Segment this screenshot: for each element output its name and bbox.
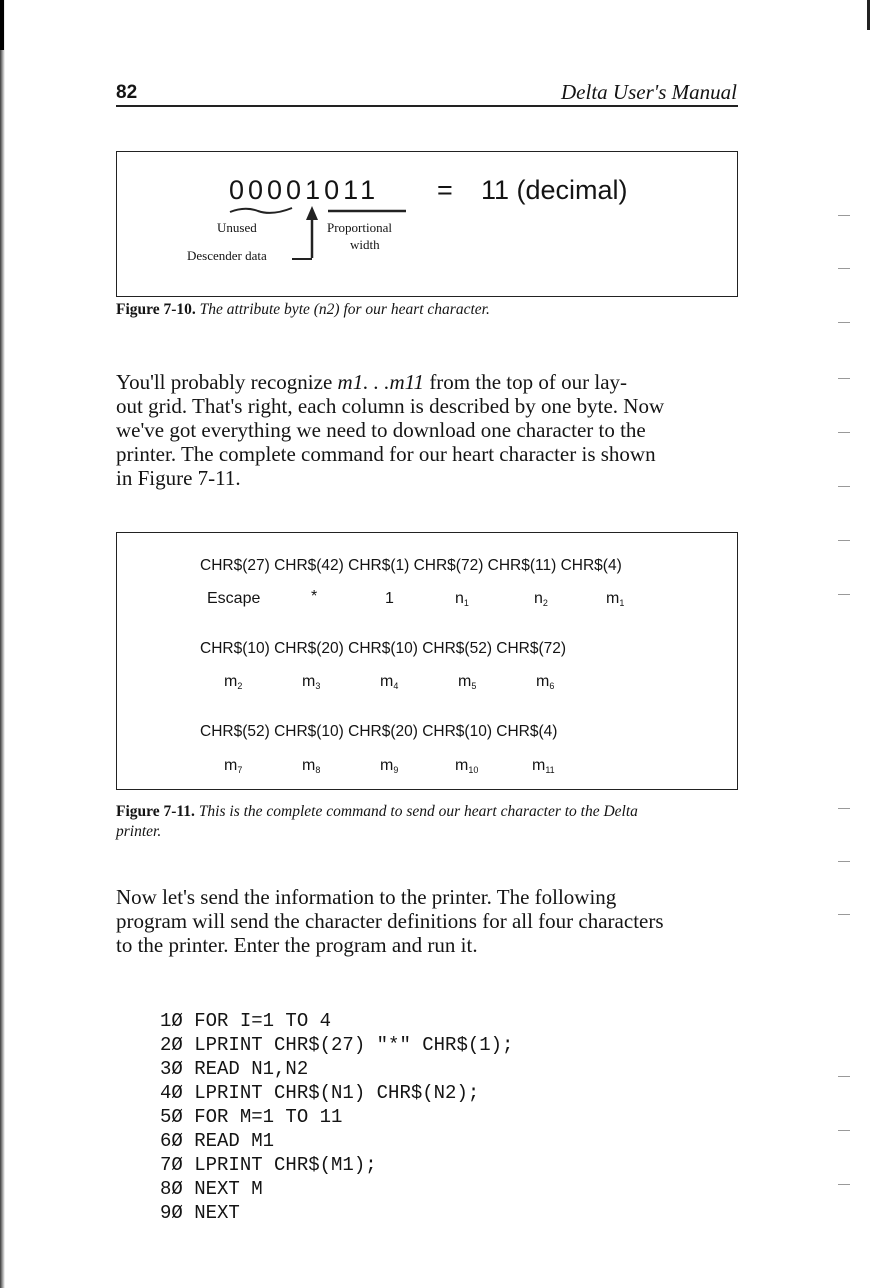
code-line: 7Ø LPRINT CHR$(M1); [160,1154,377,1176]
margin-tick [838,594,850,595]
equals-sign: = [437,175,453,205]
page-number: 82 [116,82,138,103]
byte-label [380,757,398,775]
margin-tick [838,540,850,541]
label-subscript: 1 [619,598,625,608]
margin-tick [838,378,850,379]
para-line: out grid. That's right, each column is described by one byte. Now [116,394,665,418]
label-text: m [302,757,316,774]
byte-label [385,590,394,608]
label-text: m [380,757,394,774]
margin-tick [838,486,850,487]
byte-label [311,588,317,606]
byte-label [224,757,242,775]
margin-tick [838,1184,850,1185]
command-row-1: CHR$(27) CHR$(42) CHR$(1) CHR$(72) CHR$(11) CHR$(4) [200,557,622,574]
para-line: we've got everything we need to download one character to the [116,418,646,442]
para-line [116,370,738,394]
byte-label [380,673,398,691]
byte-label [455,757,478,775]
margin-tick [838,322,850,323]
unused-bits-brace [230,208,292,213]
bit-string: 00001011 [229,175,380,205]
margin-tick [838,1130,850,1131]
byte-label [302,673,320,691]
label-subscript: 7 [237,765,243,775]
byte-label [536,673,554,691]
figure-7-11-caption [116,802,746,842]
label-text: Escape [207,590,261,607]
label-subscript: 5 [471,681,477,691]
caption-label: Figure 7-11. [116,803,195,820]
margin-tick [838,914,850,915]
byte-label [224,673,242,691]
label-subscript: 1 [463,598,469,608]
label-text: * [311,588,318,605]
label-subscript: 2 [237,681,243,691]
caption-line [116,802,746,822]
byte-label [606,590,624,608]
text-run: from the top of our lay- [424,370,628,394]
label-text: m [536,673,550,690]
label-text: m [458,673,472,690]
figure-7-10-caption [116,300,756,320]
caption-line [116,822,746,842]
bit-annotation-diagram [0,0,870,300]
margin-tick [838,808,850,809]
caption-text: This is the complete command to send our heart character to the Delta [198,803,638,820]
code-line: 8Ø NEXT M [160,1178,263,1200]
label-subscript: 6 [549,681,555,691]
text-run: You'll probably recognize [116,370,338,394]
decimal-value: 11 (decimal) [481,175,628,205]
label-subscript: 3 [315,681,321,691]
label-text: n [534,590,543,607]
label-text: m [224,673,238,690]
caption-label: Figure 7-10. [116,301,196,318]
label-proportional: Proportional [327,220,392,235]
para-line: program will send the character definitions for all four characters [116,909,664,933]
para-line: in Figure 7-11. [116,466,241,490]
label-text: m [224,757,238,774]
label-text: m [606,590,620,607]
margin-tick [838,861,850,862]
byte-label [302,757,320,775]
command-row-3: CHR$(52) CHR$(10) CHR$(20) CHR$(10) CHR$(4) [200,723,558,740]
descender-arrow-head [306,206,318,220]
margin-tick [838,1076,850,1077]
label-descender-data: Descender data [187,248,267,263]
command-row-2: CHR$(10) CHR$(20) CHR$(10) CHR$(52) CHR$(72) [200,640,567,657]
code-line: 6Ø READ M1 [160,1130,275,1152]
code-line: 4Ø LPRINT CHR$(N1) CHR$(N2); [160,1082,480,1104]
paragraph-2 [116,885,738,957]
running-head: Delta User's Manual [561,80,737,104]
byte-label [534,590,548,608]
label-subscript: 11 [545,765,555,775]
label-subscript: 4 [393,681,399,691]
label-subscript: 8 [315,765,321,775]
paragraph-1 [116,370,738,490]
label-subscript: 2 [542,598,548,608]
byte-label [458,673,476,691]
label-subscript: 10 [468,765,479,775]
code-line: 5Ø FOR M=1 TO 11 [160,1106,343,1128]
label-unused: Unused [217,220,257,235]
caption-text: The attribute byte (n2) for our heart character. [199,301,490,318]
label-width: width [350,237,380,252]
byte-label [455,590,469,608]
margin-tick [838,432,850,433]
code-line: 1Ø FOR I=1 TO 4 [160,1010,332,1032]
label-text: m [455,757,469,774]
para-line: Now let's send the information to the printer. The following [116,885,617,909]
label-text: m [532,757,546,774]
para-line: to the printer. Enter the program and run it. [116,933,478,957]
label-text: n [455,590,464,607]
label-subscript: 9 [393,765,399,775]
code-line: 2Ø LPRINT CHR$(27) "*" CHR$(1); [160,1034,514,1056]
text-run-italic: m1. . .m11 [337,370,425,394]
code-line: 3Ø READ N1,N2 [160,1058,309,1080]
byte-label [207,590,260,608]
para-line: printer. The complete command for our heart character is shown [116,442,656,466]
code-line: 9Ø NEXT [160,1202,240,1224]
label-text: 1 [385,590,394,607]
caption-text: printer. [116,823,162,840]
label-text: m [302,673,316,690]
label-text: m [380,673,394,690]
byte-label [532,757,555,775]
